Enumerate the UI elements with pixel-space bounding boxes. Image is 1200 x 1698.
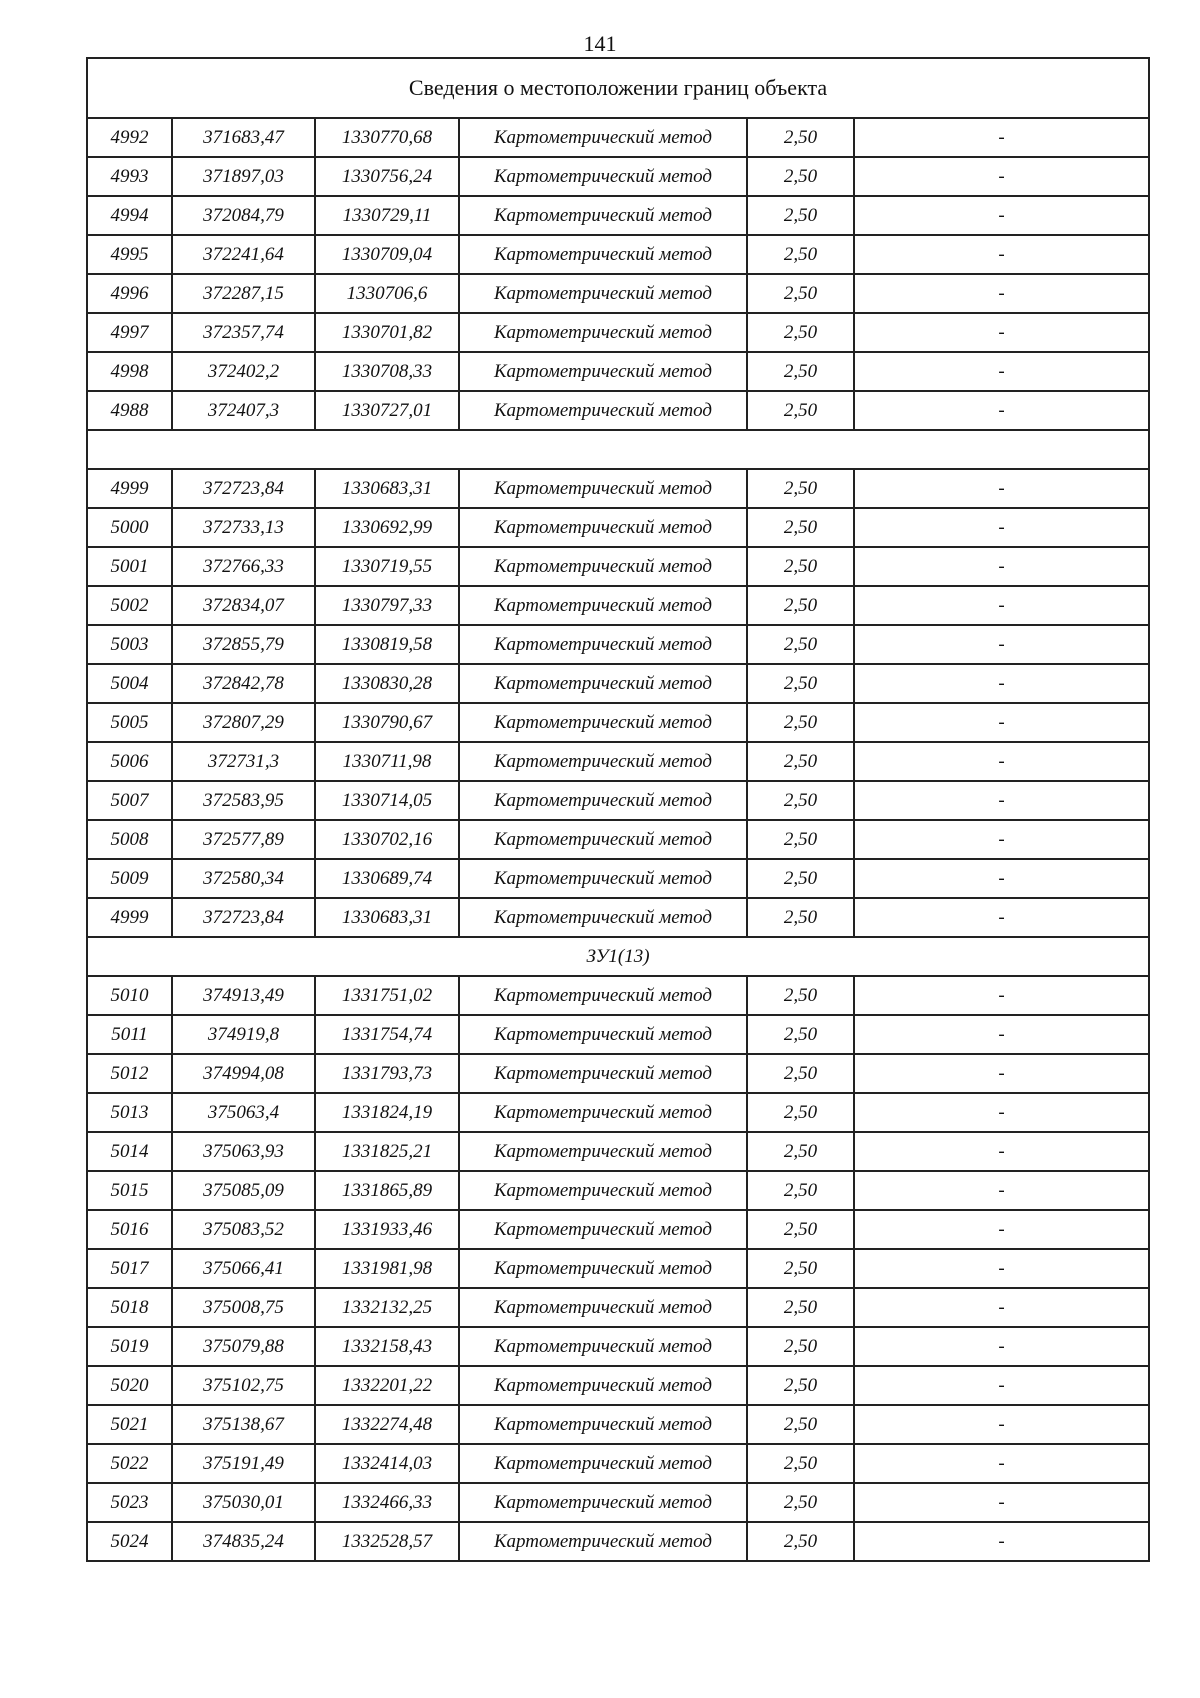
method-cell: Картометрический метод (459, 586, 747, 625)
accuracy-cell: 2,50 (747, 1015, 854, 1054)
method-cell: Картометрический метод (459, 157, 747, 196)
x-coordinate-cell: 375191,49 (172, 1444, 315, 1483)
method-cell: Картометрический метод (459, 1483, 747, 1522)
accuracy-cell: 2,50 (747, 1132, 854, 1171)
description-cell: - (854, 352, 1149, 391)
method-cell: Картометрический метод (459, 664, 747, 703)
table-row (87, 820, 1149, 859)
method-cell: Картометрический метод (459, 313, 747, 352)
x-coordinate-cell: 372723,84 (172, 469, 315, 508)
y-coordinate-cell: 1331865,89 (315, 1171, 459, 1210)
accuracy-cell: 2,50 (747, 586, 854, 625)
y-coordinate-cell: 1332528,57 (315, 1522, 459, 1561)
x-coordinate-cell: 375066,41 (172, 1249, 315, 1288)
x-coordinate-cell: 374994,08 (172, 1054, 315, 1093)
table-row (87, 118, 1149, 157)
x-coordinate-cell: 375085,09 (172, 1171, 315, 1210)
description-cell: - (854, 274, 1149, 313)
accuracy-cell: 2,50 (747, 742, 854, 781)
description-cell: - (854, 664, 1149, 703)
x-coordinate-cell: 372842,78 (172, 664, 315, 703)
y-coordinate-cell: 1331933,46 (315, 1210, 459, 1249)
accuracy-cell: 2,50 (747, 235, 854, 274)
y-coordinate-cell: 1330683,31 (315, 469, 459, 508)
point-number-cell: 5014 (87, 1132, 172, 1171)
table-row (87, 1132, 1149, 1171)
accuracy-cell: 2,50 (747, 469, 854, 508)
accuracy-cell: 2,50 (747, 859, 854, 898)
x-coordinate-cell: 372766,33 (172, 547, 315, 586)
accuracy-cell: 2,50 (747, 1093, 854, 1132)
point-number-cell: 5018 (87, 1288, 172, 1327)
point-number-cell: 5009 (87, 859, 172, 898)
y-coordinate-cell: 1330819,58 (315, 625, 459, 664)
section-label: ЗУ1(13) (87, 937, 1149, 976)
table-row (87, 1327, 1149, 1366)
x-coordinate-cell: 372731,3 (172, 742, 315, 781)
point-number-cell: 5017 (87, 1249, 172, 1288)
x-coordinate-cell: 374835,24 (172, 1522, 315, 1561)
table-row (87, 1405, 1149, 1444)
accuracy-cell: 2,50 (747, 1405, 854, 1444)
x-coordinate-cell: 375138,67 (172, 1405, 315, 1444)
description-cell: - (854, 625, 1149, 664)
method-cell: Картометрический метод (459, 625, 747, 664)
method-cell: Картометрический метод (459, 235, 747, 274)
method-cell: Картометрический метод (459, 196, 747, 235)
y-coordinate-cell: 1330756,24 (315, 157, 459, 196)
table-row (87, 1210, 1149, 1249)
table-row (87, 859, 1149, 898)
y-coordinate-cell: 1330689,74 (315, 859, 459, 898)
description-cell: - (854, 1444, 1149, 1483)
point-number-cell: 5003 (87, 625, 172, 664)
y-coordinate-cell: 1330702,16 (315, 820, 459, 859)
method-cell: Картометрический метод (459, 274, 747, 313)
table-title-row (87, 58, 1149, 118)
section-row (87, 430, 1149, 469)
table-row (87, 664, 1149, 703)
y-coordinate-cell: 1330790,67 (315, 703, 459, 742)
description-cell: - (854, 898, 1149, 937)
x-coordinate-cell: 375063,93 (172, 1132, 315, 1171)
x-coordinate-cell: 372241,64 (172, 235, 315, 274)
section-label (87, 430, 1149, 469)
point-number-cell: 4999 (87, 898, 172, 937)
point-number-cell: 4993 (87, 157, 172, 196)
description-cell: - (854, 235, 1149, 274)
table-row (87, 586, 1149, 625)
x-coordinate-cell: 375063,4 (172, 1093, 315, 1132)
method-cell: Картометрический метод (459, 1054, 747, 1093)
method-cell: Картометрический метод (459, 1132, 747, 1171)
point-number-cell: 5008 (87, 820, 172, 859)
y-coordinate-cell: 1332201,22 (315, 1366, 459, 1405)
table-row (87, 742, 1149, 781)
description-cell: - (854, 1093, 1149, 1132)
accuracy-cell: 2,50 (747, 1288, 854, 1327)
y-coordinate-cell: 1330709,04 (315, 235, 459, 274)
table-row (87, 352, 1149, 391)
description-cell: - (854, 781, 1149, 820)
point-number-cell: 5001 (87, 547, 172, 586)
accuracy-cell: 2,50 (747, 1210, 854, 1249)
accuracy-cell: 2,50 (747, 1171, 854, 1210)
accuracy-cell: 2,50 (747, 898, 854, 937)
description-cell: - (854, 1132, 1149, 1171)
x-coordinate-cell: 372580,34 (172, 859, 315, 898)
table-row (87, 1522, 1149, 1561)
boundary-coordinates-table (86, 57, 1150, 1562)
y-coordinate-cell: 1330701,82 (315, 313, 459, 352)
description-cell: - (854, 976, 1149, 1015)
accuracy-cell: 2,50 (747, 391, 854, 430)
description-cell: - (854, 1249, 1149, 1288)
section-row (87, 937, 1149, 976)
table-row (87, 157, 1149, 196)
point-number-cell: 5006 (87, 742, 172, 781)
x-coordinate-cell: 372577,89 (172, 820, 315, 859)
method-cell: Картометрический метод (459, 1210, 747, 1249)
accuracy-cell: 2,50 (747, 820, 854, 859)
table-title: Сведения о местоположении границ объекта (87, 58, 1149, 118)
table-row (87, 1444, 1149, 1483)
accuracy-cell: 2,50 (747, 1522, 854, 1561)
table-row (87, 391, 1149, 430)
y-coordinate-cell: 1330770,68 (315, 118, 459, 157)
description-cell: - (854, 313, 1149, 352)
description-cell: - (854, 1171, 1149, 1210)
description-cell: - (854, 1522, 1149, 1561)
point-number-cell: 5010 (87, 976, 172, 1015)
method-cell: Картометрический метод (459, 1015, 747, 1054)
y-coordinate-cell: 1330830,28 (315, 664, 459, 703)
x-coordinate-cell: 372402,2 (172, 352, 315, 391)
method-cell: Картометрический метод (459, 118, 747, 157)
table-row (87, 781, 1149, 820)
x-coordinate-cell: 375083,52 (172, 1210, 315, 1249)
description-cell: - (854, 1210, 1149, 1249)
table-row (87, 508, 1149, 547)
description-cell: - (854, 1483, 1149, 1522)
y-coordinate-cell: 1332414,03 (315, 1444, 459, 1483)
method-cell: Картометрический метод (459, 352, 747, 391)
accuracy-cell: 2,50 (747, 274, 854, 313)
method-cell: Картометрический метод (459, 469, 747, 508)
y-coordinate-cell: 1330714,05 (315, 781, 459, 820)
point-number-cell: 4988 (87, 391, 172, 430)
accuracy-cell: 2,50 (747, 976, 854, 1015)
method-cell: Картометрический метод (459, 1444, 747, 1483)
method-cell: Картометрический метод (459, 1366, 747, 1405)
accuracy-cell: 2,50 (747, 547, 854, 586)
method-cell: Картометрический метод (459, 820, 747, 859)
point-number-cell: 4996 (87, 274, 172, 313)
x-coordinate-cell: 372583,95 (172, 781, 315, 820)
description-cell: - (854, 1366, 1149, 1405)
description-cell: - (854, 547, 1149, 586)
point-number-cell: 4997 (87, 313, 172, 352)
description-cell: - (854, 508, 1149, 547)
table-row (87, 703, 1149, 742)
x-coordinate-cell: 372733,13 (172, 508, 315, 547)
description-cell: - (854, 1015, 1149, 1054)
x-coordinate-cell: 372834,07 (172, 586, 315, 625)
table-row (87, 235, 1149, 274)
accuracy-cell: 2,50 (747, 1366, 854, 1405)
method-cell: Картометрический метод (459, 1171, 747, 1210)
x-coordinate-cell: 372287,15 (172, 274, 315, 313)
point-number-cell: 5019 (87, 1327, 172, 1366)
point-number-cell: 4998 (87, 352, 172, 391)
table-row (87, 1249, 1149, 1288)
method-cell: Картометрический метод (459, 703, 747, 742)
y-coordinate-cell: 1331751,02 (315, 976, 459, 1015)
method-cell: Картометрический метод (459, 547, 747, 586)
y-coordinate-cell: 1331793,73 (315, 1054, 459, 1093)
table-body (87, 58, 1149, 1561)
point-number-cell: 5016 (87, 1210, 172, 1249)
method-cell: Картометрический метод (459, 1405, 747, 1444)
method-cell: Картометрический метод (459, 391, 747, 430)
point-number-cell: 4992 (87, 118, 172, 157)
accuracy-cell: 2,50 (747, 508, 854, 547)
accuracy-cell: 2,50 (747, 118, 854, 157)
point-number-cell: 5015 (87, 1171, 172, 1210)
table-row (87, 1366, 1149, 1405)
point-number-cell: 5024 (87, 1522, 172, 1561)
description-cell: - (854, 196, 1149, 235)
point-number-cell: 5023 (87, 1483, 172, 1522)
y-coordinate-cell: 1332158,43 (315, 1327, 459, 1366)
table-row (87, 274, 1149, 313)
table-row (87, 547, 1149, 586)
accuracy-cell: 2,50 (747, 781, 854, 820)
point-number-cell: 4995 (87, 235, 172, 274)
y-coordinate-cell: 1331825,21 (315, 1132, 459, 1171)
method-cell: Картометрический метод (459, 1327, 747, 1366)
point-number-cell: 5013 (87, 1093, 172, 1132)
description-cell: - (854, 859, 1149, 898)
description-cell: - (854, 703, 1149, 742)
y-coordinate-cell: 1332466,33 (315, 1483, 459, 1522)
y-coordinate-cell: 1332132,25 (315, 1288, 459, 1327)
x-coordinate-cell: 372723,84 (172, 898, 315, 937)
x-coordinate-cell: 374919,8 (172, 1015, 315, 1054)
point-number-cell: 5005 (87, 703, 172, 742)
table-row (87, 1171, 1149, 1210)
y-coordinate-cell: 1332274,48 (315, 1405, 459, 1444)
point-number-cell: 5011 (87, 1015, 172, 1054)
method-cell: Картометрический метод (459, 1249, 747, 1288)
y-coordinate-cell: 1330711,98 (315, 742, 459, 781)
table-row (87, 196, 1149, 235)
method-cell: Картометрический метод (459, 976, 747, 1015)
y-coordinate-cell: 1330692,99 (315, 508, 459, 547)
point-number-cell: 5004 (87, 664, 172, 703)
accuracy-cell: 2,50 (747, 664, 854, 703)
description-cell: - (854, 469, 1149, 508)
y-coordinate-cell: 1330706,6 (315, 274, 459, 313)
x-coordinate-cell: 375079,88 (172, 1327, 315, 1366)
method-cell: Картометрический метод (459, 1522, 747, 1561)
method-cell: Картометрический метод (459, 1288, 747, 1327)
point-number-cell: 5002 (87, 586, 172, 625)
accuracy-cell: 2,50 (747, 1483, 854, 1522)
x-coordinate-cell: 375008,75 (172, 1288, 315, 1327)
x-coordinate-cell: 372407,3 (172, 391, 315, 430)
x-coordinate-cell: 375030,01 (172, 1483, 315, 1522)
accuracy-cell: 2,50 (747, 1327, 854, 1366)
x-coordinate-cell: 375102,75 (172, 1366, 315, 1405)
x-coordinate-cell: 371683,47 (172, 118, 315, 157)
point-number-cell: 5007 (87, 781, 172, 820)
x-coordinate-cell: 372855,79 (172, 625, 315, 664)
x-coordinate-cell: 372357,74 (172, 313, 315, 352)
accuracy-cell: 2,50 (747, 196, 854, 235)
description-cell: - (854, 1054, 1149, 1093)
x-coordinate-cell: 371897,03 (172, 157, 315, 196)
description-cell: - (854, 742, 1149, 781)
method-cell: Картометрический метод (459, 1093, 747, 1132)
description-cell: - (854, 157, 1149, 196)
point-number-cell: 5000 (87, 508, 172, 547)
y-coordinate-cell: 1330683,31 (315, 898, 459, 937)
table-row (87, 469, 1149, 508)
table-row (87, 1015, 1149, 1054)
description-cell: - (854, 1288, 1149, 1327)
method-cell: Картометрический метод (459, 742, 747, 781)
y-coordinate-cell: 1330729,11 (315, 196, 459, 235)
table-row (87, 1288, 1149, 1327)
description-cell: - (854, 391, 1149, 430)
point-number-cell: 4994 (87, 196, 172, 235)
table-row (87, 313, 1149, 352)
point-number-cell: 5020 (87, 1366, 172, 1405)
table-row (87, 1093, 1149, 1132)
accuracy-cell: 2,50 (747, 1054, 854, 1093)
point-number-cell: 5012 (87, 1054, 172, 1093)
description-cell: - (854, 586, 1149, 625)
x-coordinate-cell: 372084,79 (172, 196, 315, 235)
accuracy-cell: 2,50 (747, 352, 854, 391)
y-coordinate-cell: 1330719,55 (315, 547, 459, 586)
table-row (87, 1483, 1149, 1522)
accuracy-cell: 2,50 (747, 1249, 854, 1288)
y-coordinate-cell: 1331981,98 (315, 1249, 459, 1288)
table-row (87, 898, 1149, 937)
accuracy-cell: 2,50 (747, 157, 854, 196)
description-cell: - (854, 1405, 1149, 1444)
table-row (87, 625, 1149, 664)
point-number-cell: 4999 (87, 469, 172, 508)
y-coordinate-cell: 1331824,19 (315, 1093, 459, 1132)
y-coordinate-cell: 1331754,74 (315, 1015, 459, 1054)
accuracy-cell: 2,50 (747, 703, 854, 742)
description-cell: - (854, 1327, 1149, 1366)
accuracy-cell: 2,50 (747, 313, 854, 352)
description-cell: - (854, 118, 1149, 157)
point-number-cell: 5022 (87, 1444, 172, 1483)
point-number-cell: 5021 (87, 1405, 172, 1444)
page-number: 141 (583, 31, 617, 56)
accuracy-cell: 2,50 (747, 625, 854, 664)
x-coordinate-cell: 374913,49 (172, 976, 315, 1015)
description-cell: - (854, 820, 1149, 859)
x-coordinate-cell: 372807,29 (172, 703, 315, 742)
method-cell: Картометрический метод (459, 781, 747, 820)
table-row (87, 1054, 1149, 1093)
method-cell: Картометрический метод (459, 898, 747, 937)
y-coordinate-cell: 1330797,33 (315, 586, 459, 625)
table-row (87, 976, 1149, 1015)
accuracy-cell: 2,50 (747, 1444, 854, 1483)
y-coordinate-cell: 1330727,01 (315, 391, 459, 430)
method-cell: Картометрический метод (459, 508, 747, 547)
y-coordinate-cell: 1330708,33 (315, 352, 459, 391)
method-cell: Картометрический метод (459, 859, 747, 898)
